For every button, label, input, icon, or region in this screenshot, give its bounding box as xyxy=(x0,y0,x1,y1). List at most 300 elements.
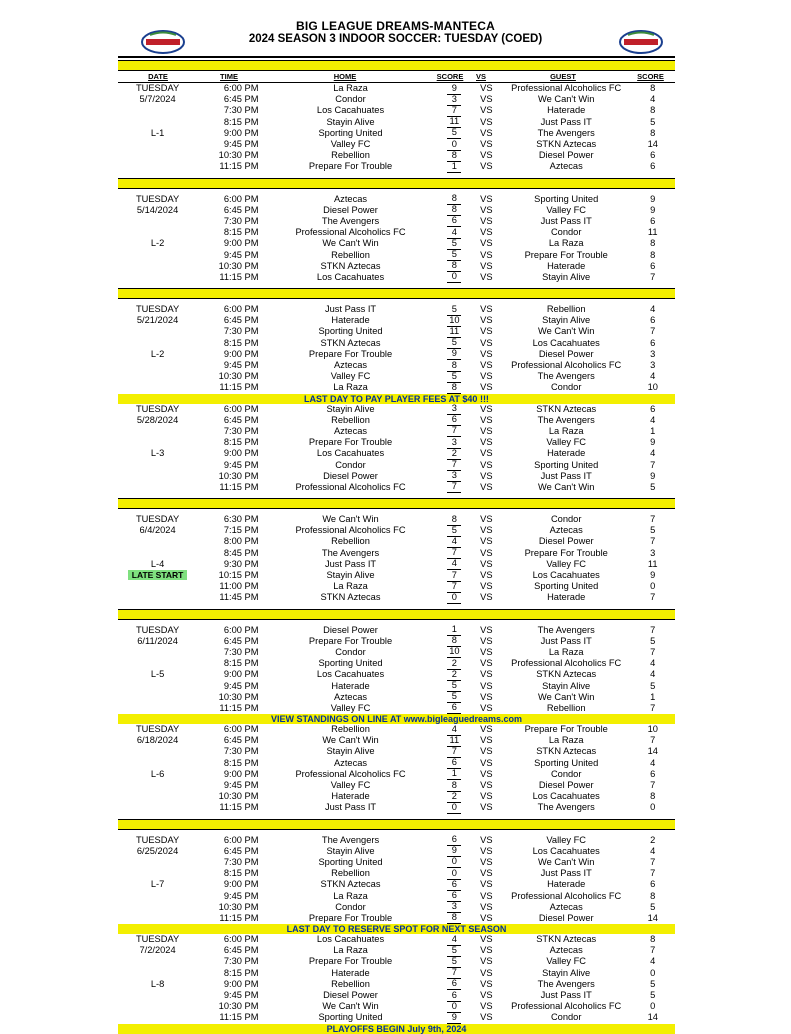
game-time: 6:00 PM xyxy=(223,193,259,204)
game-time: 7:30 PM xyxy=(223,956,259,967)
guest-team: Valley FC xyxy=(546,956,587,967)
home-score: 11 xyxy=(447,735,461,747)
home-team: We Can't Win xyxy=(322,1001,379,1012)
home-score-cell xyxy=(435,304,475,316)
guest-score: 0 xyxy=(650,967,656,978)
home-score-cell xyxy=(435,834,475,846)
home-score: 5 xyxy=(447,680,461,692)
guest-team: Professional Alcoholics FC xyxy=(511,1001,622,1012)
guest-score-cell xyxy=(631,625,676,636)
game-row xyxy=(118,105,675,116)
game-row xyxy=(118,304,675,315)
home-score: 5 xyxy=(447,956,461,968)
game-time: 9:45 PM xyxy=(223,990,259,1001)
vs-label: VS xyxy=(480,382,493,393)
game-date-cell: 6/11/2024 xyxy=(137,635,178,646)
guest-team: La Raza xyxy=(548,646,584,657)
home-score: 6 xyxy=(447,414,461,426)
guest-score-cell xyxy=(631,758,676,769)
guest-score: 11 xyxy=(647,558,658,569)
home-team: Prepare For Trouble xyxy=(308,956,393,967)
col-vs: VS xyxy=(476,72,487,81)
home-score-cell xyxy=(435,238,475,250)
guest-score-cell xyxy=(631,835,676,846)
guest-team: STKN Aztecas xyxy=(536,139,597,150)
home-score-cell xyxy=(435,757,475,769)
vs-label: VS xyxy=(480,802,493,813)
guest-score-cell xyxy=(631,681,676,692)
home-score-cell xyxy=(435,1001,475,1013)
guest-score-cell xyxy=(631,338,676,349)
guest-score-cell xyxy=(631,581,676,592)
guest-score: 14 xyxy=(647,746,658,757)
game-date-cell: 6/25/2024 xyxy=(136,845,179,856)
home-team: Haterade xyxy=(331,791,370,802)
guest-score: 6 xyxy=(650,768,656,779)
home-score: 6 xyxy=(447,757,461,769)
home-score-cell xyxy=(435,581,475,593)
game-row xyxy=(118,482,675,493)
vs-label: VS xyxy=(480,680,493,691)
home-score: 6 xyxy=(447,990,461,1002)
guest-score: 1 xyxy=(650,691,656,702)
home-score-cell xyxy=(435,934,475,946)
home-team: The Avengers xyxy=(321,547,380,558)
home-score-cell xyxy=(435,724,475,736)
guest-team: Aztecas xyxy=(549,945,583,956)
vs-label: VS xyxy=(480,912,493,923)
game-row xyxy=(118,968,675,979)
home-score: 5 xyxy=(447,304,461,316)
home-score-cell xyxy=(435,382,475,394)
home-team: Prepare For Trouble xyxy=(308,437,393,448)
home-score: 3 xyxy=(447,437,461,449)
vs-label: VS xyxy=(480,204,493,215)
home-team: Haterade xyxy=(331,315,370,326)
vs-label: VS xyxy=(480,990,493,1001)
home-score: 0 xyxy=(447,592,461,604)
vs-label: VS xyxy=(480,570,493,581)
guest-team: Los Cacahuates xyxy=(532,337,600,348)
guest-score: 1 xyxy=(650,425,656,436)
home-score: 3 xyxy=(447,901,461,913)
vs-label: VS xyxy=(480,901,493,912)
game-time: 8:15 PM xyxy=(223,337,259,348)
guest-team: Professional Alcoholics FC xyxy=(511,890,622,901)
game-time: 11:00 PM xyxy=(219,581,259,592)
home-score: 8 xyxy=(447,912,461,924)
home-score-cell xyxy=(435,448,475,460)
game-row xyxy=(118,1001,675,1012)
game-row xyxy=(118,415,675,426)
vs-label: VS xyxy=(480,470,493,481)
game-date-cell: L-2 xyxy=(150,238,165,249)
guest-score: 7 xyxy=(650,646,656,657)
guest-score: 7 xyxy=(650,536,656,547)
guest-team: The Avengers xyxy=(537,624,595,635)
game-time: 9:45 PM xyxy=(223,680,259,691)
game-row xyxy=(118,338,675,349)
vs-label: VS xyxy=(480,525,493,536)
guest-score: 7 xyxy=(650,271,656,282)
guest-team: Valley FC xyxy=(546,834,587,845)
guest-score-cell xyxy=(631,315,676,326)
home-score: 10 xyxy=(449,314,460,325)
game-date-cell: L-1 xyxy=(150,127,165,138)
game-time: 10:30 PM xyxy=(218,1001,259,1012)
guest-score-cell xyxy=(631,161,676,172)
game-time: 6:45 PM xyxy=(223,635,259,646)
home-team: Professional Alcoholics FC xyxy=(295,768,406,779)
home-team: Los Cacahuates xyxy=(316,669,385,680)
guest-score-cell xyxy=(631,802,676,813)
guest-score-cell xyxy=(631,735,676,746)
game-time: 10:30 PM xyxy=(218,901,259,912)
home-score-cell xyxy=(435,525,475,537)
col-date: DATE xyxy=(148,72,168,81)
home-score: 5 xyxy=(447,525,461,537)
vs-label: VS xyxy=(480,890,493,901)
guest-score: 2 xyxy=(650,834,656,845)
page-title: BIG LEAGUE DREAMS-MANTECA xyxy=(296,19,495,33)
home-team: STKN Aztecas xyxy=(320,260,381,271)
game-time: 10:15 PM xyxy=(218,570,259,581)
game-time: 10:30 PM xyxy=(218,371,259,382)
vs-label: VS xyxy=(480,94,493,105)
game-time: 6:00 PM xyxy=(223,83,259,94)
game-time: 7:30 PM xyxy=(223,856,259,867)
guest-team: Sporting United xyxy=(534,193,599,204)
home-team: Stayin Alive xyxy=(326,403,375,414)
home-score-cell xyxy=(435,669,475,681)
home-score-cell xyxy=(435,558,475,570)
home-score: 4 xyxy=(447,227,461,239)
guest-score-cell xyxy=(631,360,676,371)
game-date-cell: L-8 xyxy=(150,978,165,989)
guest-score: 0 xyxy=(650,802,656,813)
guest-team: La Raza xyxy=(548,735,584,746)
game-row xyxy=(118,758,675,769)
home-team: La Raza xyxy=(333,83,368,94)
guest-score: 6 xyxy=(650,215,656,226)
guest-team: We Can't Win xyxy=(538,94,595,105)
home-score: 3 xyxy=(447,470,461,482)
home-score: 5 xyxy=(447,249,461,261)
game-row xyxy=(118,692,675,703)
home-score-cell xyxy=(435,746,475,758)
vs-label: VS xyxy=(480,735,493,746)
home-team: STKN Aztecas xyxy=(320,592,381,603)
home-score: 5 xyxy=(447,238,461,250)
home-score-cell xyxy=(435,481,475,493)
home-score-cell xyxy=(435,83,475,95)
guest-score: 4 xyxy=(650,956,656,967)
guest-team: Stayin Alive xyxy=(542,315,591,326)
guest-team: Stayin Alive xyxy=(542,967,591,978)
game-date-cell: L-4 xyxy=(150,558,165,569)
home-score: 6 xyxy=(447,978,461,990)
guest-team: Condor xyxy=(550,1012,582,1023)
home-score-cell xyxy=(435,978,475,990)
game-time: 8:15 PM xyxy=(223,757,259,768)
guest-score: 7 xyxy=(650,702,656,713)
guest-score-cell xyxy=(631,592,676,603)
guest-score-cell xyxy=(631,460,676,471)
home-team: STKN Aztecas xyxy=(320,337,381,348)
game-time: 8:15 PM xyxy=(223,437,259,448)
vs-label: VS xyxy=(480,304,493,315)
home-team: Aztecas xyxy=(333,757,368,768)
game-row xyxy=(118,879,675,890)
vs-label: VS xyxy=(480,746,493,757)
guest-team: Haterade xyxy=(547,260,586,271)
home-score-cell xyxy=(435,315,475,327)
home-score-cell xyxy=(435,1012,475,1024)
game-time: 11:15 PM xyxy=(219,1012,259,1023)
weeks-container xyxy=(118,83,675,1034)
guest-team: Just Pass IT xyxy=(540,635,592,646)
home-score: 4 xyxy=(447,558,461,570)
guest-score-cell xyxy=(631,415,676,426)
game-time: 11:15 PM xyxy=(219,481,259,492)
game-time: 7:30 PM xyxy=(223,215,259,226)
home-score: 3 xyxy=(447,403,461,415)
game-time: 8:15 PM xyxy=(223,227,259,238)
guest-score-cell xyxy=(631,448,676,459)
col-home-score: SCORE xyxy=(436,72,464,81)
vs-label: VS xyxy=(480,315,493,326)
guest-score: 7 xyxy=(650,326,656,337)
home-score-cell xyxy=(435,193,475,205)
home-team: Diesel Power xyxy=(323,990,378,1001)
guest-team: We Can't Win xyxy=(538,691,595,702)
guest-score: 4 xyxy=(650,94,656,105)
home-score-cell xyxy=(435,139,475,151)
guest-score-cell xyxy=(631,1001,676,1012)
notice-band: LAST DAY TO PAY PLAYER FEES AT $40 !!! xyxy=(118,394,675,404)
guest-score: 9 xyxy=(650,204,656,215)
vs-label: VS xyxy=(480,592,493,603)
home-score-cell xyxy=(435,459,475,471)
home-score: 8 xyxy=(447,780,461,792)
game-time: 6:30 PM xyxy=(223,514,259,525)
home-score: 7 xyxy=(447,746,461,758)
week-block xyxy=(118,835,675,925)
game-time: 8:15 PM xyxy=(223,116,259,127)
game-row xyxy=(118,890,675,901)
home-score: 2 xyxy=(447,669,461,681)
guest-team: STKN Aztecas xyxy=(536,669,597,680)
game-time: 8:00 PM xyxy=(223,536,259,547)
guest-score: 4 xyxy=(650,448,656,459)
home-score: 8 xyxy=(447,204,461,216)
game-row xyxy=(118,315,675,326)
game-time: 8:45 PM xyxy=(223,547,259,558)
guest-score: 7 xyxy=(650,624,656,635)
home-score: 0 xyxy=(447,802,461,814)
week-block xyxy=(118,514,675,604)
guest-score: 8 xyxy=(650,83,656,94)
vs-label: VS xyxy=(480,868,493,879)
game-time: 6:00 PM xyxy=(223,834,259,845)
home-team: Rebellion xyxy=(331,414,370,425)
game-date-cell: 5/7/2024 xyxy=(139,94,176,105)
game-row xyxy=(118,945,675,956)
home-team: We Can't Win xyxy=(322,514,379,525)
game-row xyxy=(118,791,675,802)
col-time: TIME xyxy=(220,72,238,81)
late-start-badge: LATE START xyxy=(128,570,188,580)
home-team: Rebellion xyxy=(331,536,370,547)
guest-score-cell xyxy=(631,437,676,448)
home-team: We Can't Win xyxy=(322,238,379,249)
home-score: 5 xyxy=(447,127,461,139)
week-block xyxy=(118,934,675,1024)
game-row xyxy=(118,128,675,139)
guest-score: 11 xyxy=(647,227,658,238)
yellow-band xyxy=(118,819,675,830)
guest-team: Haterade xyxy=(547,105,586,116)
yellow-band xyxy=(118,60,675,71)
game-row xyxy=(118,913,675,924)
home-score-cell xyxy=(435,360,475,372)
vs-label: VS xyxy=(480,978,493,989)
home-score: 2 xyxy=(447,658,461,670)
home-score: 3 xyxy=(447,94,461,106)
game-time: 6:45 PM xyxy=(223,845,259,856)
vs-label: VS xyxy=(480,945,493,956)
home-team: Stayin Alive xyxy=(326,746,375,757)
guest-team: Stayin Alive xyxy=(542,271,591,282)
notice-band: PLAYOFFS BEGIN July 9th, 2024 xyxy=(118,1024,675,1034)
game-row xyxy=(118,349,675,360)
page-subtitle: 2024 SEASON 3 INDOOR SOCCER: TUESDAY (COED) xyxy=(248,33,543,45)
vs-label: VS xyxy=(480,139,493,150)
guest-score-cell xyxy=(631,636,676,647)
game-date-cell: TUESDAY xyxy=(135,193,180,204)
guest-score-cell xyxy=(631,669,676,680)
guest-team: Condor xyxy=(550,514,582,525)
home-team: La Raza xyxy=(333,890,368,901)
guest-score-cell xyxy=(631,349,676,360)
home-score: 1 xyxy=(447,768,461,780)
game-date-cell: 7/2/2024 xyxy=(139,945,176,956)
game-row xyxy=(118,868,675,879)
home-team: Stayin Alive xyxy=(326,570,375,581)
guest-score-cell xyxy=(631,868,676,879)
vs-label: VS xyxy=(480,127,493,138)
home-score: 8 xyxy=(447,150,461,162)
game-row xyxy=(118,658,675,669)
home-score-cell xyxy=(435,868,475,880)
game-date-cell: TUESDAY xyxy=(135,724,180,735)
home-score: 8 xyxy=(447,360,461,372)
game-time: 11:15 PM xyxy=(219,802,259,813)
page-header xyxy=(0,20,791,46)
guest-score: 10 xyxy=(647,724,658,735)
home-team: STKN Aztecas xyxy=(320,879,381,890)
home-score: 0 xyxy=(447,1001,461,1013)
home-score-cell xyxy=(435,990,475,1002)
home-team: Sporting United xyxy=(318,127,383,138)
home-score: 7 xyxy=(447,481,461,493)
home-team: Sporting United xyxy=(318,658,383,669)
home-team: Stayin Alive xyxy=(326,116,375,127)
home-team: Los Cacahuates xyxy=(316,105,385,116)
guest-team: Haterade xyxy=(547,448,586,459)
home-score-cell xyxy=(435,105,475,117)
guest-score: 0 xyxy=(650,581,656,592)
guest-team: Aztecas xyxy=(549,901,583,912)
vs-label: VS xyxy=(480,956,493,967)
guest-team: Sporting United xyxy=(534,459,599,470)
game-date-cell xyxy=(118,570,197,581)
home-team: La Raza xyxy=(333,382,368,393)
game-row xyxy=(118,769,675,780)
vs-label: VS xyxy=(480,1012,493,1023)
guest-score: 7 xyxy=(650,945,656,956)
home-team: Prepare For Trouble xyxy=(308,161,393,172)
game-row xyxy=(118,956,675,967)
game-row xyxy=(118,846,675,857)
game-time: 6:00 PM xyxy=(223,403,259,414)
home-score: 4 xyxy=(447,536,461,548)
home-team: Condor xyxy=(335,459,366,470)
home-score-cell xyxy=(435,912,475,924)
game-time: 10:30 PM xyxy=(218,260,259,271)
vs-label: VS xyxy=(480,437,493,448)
guest-team: We Can't Win xyxy=(538,481,595,492)
guest-team: We Can't Win xyxy=(538,856,595,867)
vs-label: VS xyxy=(480,371,493,382)
guest-score: 9 xyxy=(650,470,656,481)
home-team: Condor xyxy=(335,94,366,105)
guest-score: 7 xyxy=(650,856,656,867)
guest-score: 6 xyxy=(650,403,656,414)
home-team: Stayin Alive xyxy=(326,845,375,856)
vs-label: VS xyxy=(480,514,493,525)
guest-score-cell xyxy=(631,117,676,128)
home-team: Valley FC xyxy=(330,139,371,150)
game-row xyxy=(118,371,675,382)
home-score: 7 xyxy=(447,459,461,471)
game-row xyxy=(118,570,675,581)
guest-score: 14 xyxy=(647,1012,658,1023)
home-team: We Can't Win xyxy=(322,735,379,746)
guest-team: The Avengers xyxy=(537,802,595,813)
vs-label: VS xyxy=(480,547,493,558)
guest-score: 5 xyxy=(650,990,656,1001)
guest-score: 7 xyxy=(650,868,656,879)
game-row xyxy=(118,647,675,658)
guest-score-cell xyxy=(631,570,676,581)
vs-label: VS xyxy=(480,425,493,436)
home-score: 0 xyxy=(447,139,461,151)
guest-score-cell xyxy=(631,536,676,547)
home-score-cell xyxy=(435,227,475,239)
home-score: 5 xyxy=(447,337,461,349)
home-score: 7 xyxy=(447,547,461,559)
home-score-cell xyxy=(435,348,475,360)
game-row xyxy=(118,857,675,868)
guest-score: 5 xyxy=(650,901,656,912)
vs-label: VS xyxy=(480,161,493,172)
home-score-cell xyxy=(435,536,475,548)
guest-score: 5 xyxy=(650,680,656,691)
vs-label: VS xyxy=(480,227,493,238)
game-row xyxy=(118,326,675,337)
game-time: 9:45 PM xyxy=(223,139,259,150)
